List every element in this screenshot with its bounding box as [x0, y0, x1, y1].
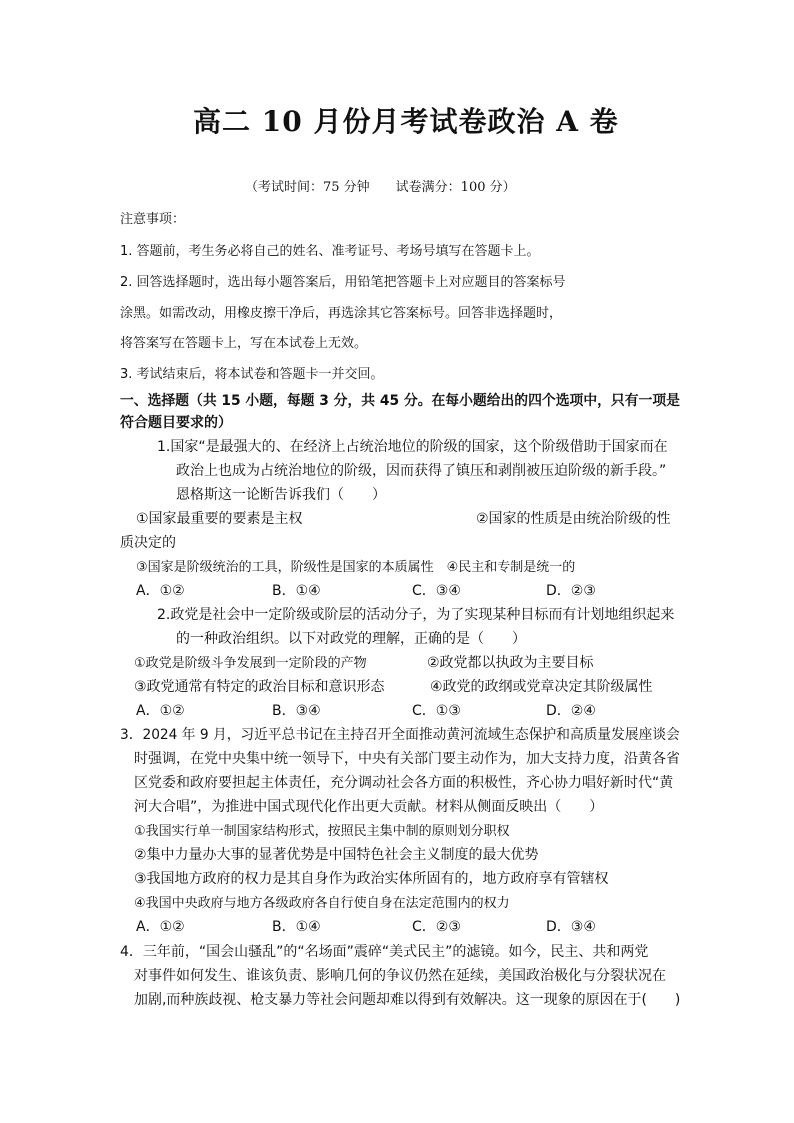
notes-heading: 注意事项： [120, 212, 186, 227]
q2-option-d[interactable]: D．②④ [546, 703, 596, 719]
note-line: 1. 答题前，考生务必将自己的姓名、准考证号、考场号填写在答题卡上。 [120, 244, 540, 259]
q1-option-a[interactable]: A．①② [136, 583, 185, 599]
q2-option-b[interactable]: B．③④ [272, 703, 321, 719]
note-line: 涂黑。如需改动，用橡皮擦干净后，再选涂其它答案标号。回答非选择题时， [120, 306, 563, 321]
q3-stem: 3．2024 年 9 月，习近平总书记在主持召开全面推动黄河流域生态保护和高质量发展座谈会 [120, 727, 680, 743]
q3-stem: 时强调，在党中央集中统一领导下，中央有关部门要主动作为，加大支持力度，沿黄各省 [134, 751, 680, 767]
page-title: 高二 10 月份月考试卷政治 A 卷 [193, 105, 619, 138]
q2-stem: 2.政党是社会中一定阶级或阶层的活动分子，为了实现某种目标而有计划地组织起来 [157, 607, 675, 623]
q4-stem: 加剧,而种族歧视、枪支暴力等社会问题却难以得到有效解决。这一现象的原因在于( ) [134, 992, 681, 1008]
q3-option-c[interactable]: C．②③ [412, 919, 461, 935]
q3-stem: 河大合唱”，为推进中国式现代化作出更大贡献。材料从侧面反映出（ ） [134, 799, 604, 815]
q3-option-b[interactable]: B．①④ [272, 919, 321, 935]
q3-statement: ④我国中央政府与地方各级政府各自行使自身在法定范围内的权力 [134, 896, 510, 911]
q2-stem: 的一种政治组织。以下对政党的理解，正确的是（ ） [176, 631, 526, 647]
q3-statement: ②集中力量办大事的显著优势是中国特色社会主义制度的最大优势 [134, 847, 539, 863]
exam-meta: （考试时间：75 分钟 试卷满分：100 分） [245, 180, 516, 195]
q1-option-c[interactable]: C．③④ [412, 583, 461, 599]
q1-option-b[interactable]: B．①④ [272, 583, 321, 599]
q3-statement: ①我国实行单一制国家结构形式，按照民主集中制的原则划分职权 [134, 824, 510, 839]
note-line: 2. 回答选择题时，选出每小题答案后，用铅笔把答题卡上对应题目的答案标号 [120, 275, 566, 290]
note-line: 3. 考试结束后，将本试卷和答题卡一并交回。 [120, 367, 384, 382]
note-line: 将答案写在答题卡上，写在本试卷上无效。 [120, 336, 368, 351]
q3-option-d[interactable]: D．③④ [546, 919, 596, 935]
q4-stem: 4．三年前，“国会山骚乱”的“名场面”震碎“美式民主”的滤镜。如今，民主、共和两党 [120, 944, 649, 960]
q3-statement: ③我国地方政府的权力是其自身作为政治实体所固有的，地方政府享有管辖权 [134, 871, 609, 887]
q1-statement: 质决定的 [120, 535, 176, 551]
q2-statement: ③政党通常有特定的政治目标和意识形态 [134, 679, 385, 695]
q1-option-d[interactable]: D．②③ [546, 583, 596, 599]
q1-stem: 恩格斯这一论断告诉我们（ ） [176, 487, 386, 503]
section-heading: 一、选择题（共 15 小题，每题 3 分，共 45 分。在每小题给出的四个选项中，只有一项是 [120, 393, 680, 409]
q2-option-c[interactable]: C．①③ [412, 703, 461, 719]
q1-stem: 政治上也成为占统治地位的阶级，因而获得了镇压和剥削被压迫阶级的新手段。” [176, 463, 667, 479]
q2-statement: ④政党的政纲或党章决定其阶级属性 [430, 679, 653, 695]
q2-statement: ②政党都以执政为主要目标 [427, 655, 594, 671]
q1-stem: 1.国家“是最强大的、在经济上占统治地位的阶级的国家，这个阶级借助于国家而在 [157, 439, 668, 455]
q2-statement: ①政党是阶级斗争发展到一定阶段的产物 [134, 656, 367, 671]
q1-statement: ①国家最重要的要素是主权 [136, 511, 303, 527]
q3-option-a[interactable]: A．①② [136, 919, 185, 935]
section-heading-cont: 符合题目要求的） [120, 415, 232, 431]
q2-option-a[interactable]: A．①② [136, 703, 185, 719]
q4-stem: 对事件如何发生、谁该负责、影响几何的争议仍然在延续，美国政治极化与分裂状况在 [134, 968, 666, 984]
q3-stem: 区党委和政府要担起主体责任，充分调动社会各方面的积极性，齐心协力唱好新时代“黄 [134, 775, 674, 791]
q1-statement: ②国家的性质是由统治阶级的性 [476, 511, 671, 527]
q1-statement: ③国家是阶级统治的工具，阶级性是国家的本质属性 ④民主和专制是统一的 [136, 560, 576, 575]
